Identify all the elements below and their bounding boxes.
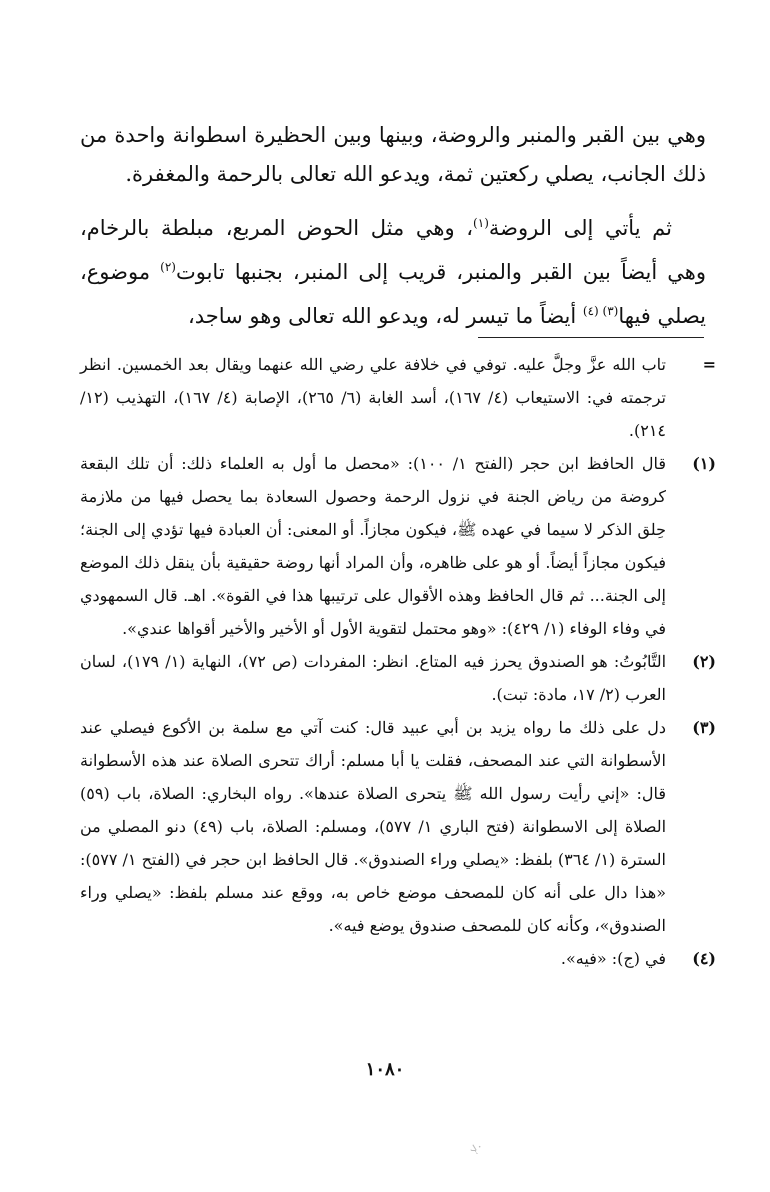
main-text [80, 116, 706, 336]
footnote-ref-3-4[interactable]: (٣) (٤) [582, 304, 619, 318]
footnotes [80, 348, 716, 975]
paragraph-2-middle: ، وهي مثل الحوض المربع، مبلطة بالرخام، وهي أيضاً بين القبر والمنبر، قريب إلى المنبر، بجنبها تابوت [80, 216, 706, 284]
footnote-continuation [80, 348, 716, 447]
footnote-3-number: (٣) [692, 718, 716, 737]
page-number: ١٠٨٠ [365, 1059, 405, 1080]
footnote-ref-1[interactable]: (١) [473, 216, 489, 230]
footnote-separator [478, 337, 704, 338]
footnote-3-text: دل على ذلك ما رواه يزيد بن أبي عبيد قال: كنت آتي مع سلمة بن الأكوع فيصلي عند الأسطوانة التي عند المصحف، فقلت يا أبا مسلم: أراك تتحرى الصلاة عند هذه الأسطوانة قال: «إني رأيت رسول الله ﷺ يتحرى الصلاة عندها». رواه البخاري: الصلاة، باب (٥٩) الصلاة إلى الاسطوانة (فتح الباري ١/ ٥٧٧)، ومسلم: الصلاة، باب (٤٩) دنو المصلي من السترة (١/ ٣٦٤) بلفظ: «يصلي وراء الصندوق». قال الحافظ ابن حجر في (الفتح ١/ ٥٧٧): «هذا دال على أنه كان للمصحف موضع خاص به، ووقع عند مسلم بلفظ: «يصلي وراء الصندوق»، وكأنه كان للمصحف صندوق يوضع فيه». [80, 718, 667, 935]
footnote-3 [80, 711, 716, 942]
main-paragraph-1-text: وهي بين القبر والمنبر والروضة، وبينها وبين الحظيرة اسطوانة واحدة من ذلك الجانب، يصلي ركعتين ثمة، ويدعو الله تعالى بالرحمة والمغفرة. [80, 123, 706, 186]
main-paragraph-2 [80, 204, 706, 336]
footnote-continuation-text: تاب الله عزَّ وجلَّ عليه. توفي في خلافة علي رضي الله عنهما ويقال بعد الخمسين. انظر ترجمته في: الاستيعاب (٤/ ١٦٧)، أسد الغابة (٦/ ٢٦٥)، الإصابة (٤/ ١٦٧)، التهذيب (١٢/ ٢١٤). [80, 355, 667, 440]
paragraph-2-middle-2: موضوع، يصلي فيها [80, 260, 706, 328]
footnote-1-number: (١) [692, 454, 716, 473]
footnote-4 [80, 942, 716, 975]
footnote-2 [80, 645, 716, 711]
paragraph-2-start: ثم يأتي إلى الروضة [488, 216, 673, 240]
footnote-4-text: في (ج): «فيه». [560, 949, 666, 968]
footnote-2-number: (٢) [692, 652, 716, 671]
paragraph-2-end: أيضاً ما تيسر له، ويدعو الله تعالى وهو ساجد، [187, 304, 583, 328]
main-paragraph-1 [80, 116, 706, 194]
footnote-4-number: (٤) [692, 949, 716, 968]
footnote-ref-2[interactable]: (٢) [160, 260, 176, 274]
footnote-2-text: التَّابُوتُ: هو الصندوق يحرز فيه المتاع. انظر: المفردات (ص ٧٢)، النهاية (١/ ١٧٩)، لسان العرب (٢/ ١٧، مادة: تبت). [80, 652, 667, 704]
continuation-marker: = [702, 355, 716, 374]
scan-mark: ·ܓ [470, 1140, 482, 1154]
footnote-1 [80, 447, 716, 645]
footnote-1-text: قال الحافظ ابن حجر (الفتح ١/ ١٠٠): «محصل ما أول به العلماء ذلك: أن تلك البقعة كروضة من رياض الجنة في نزول الرحمة وحصول السعادة بما يحصل فيها من ملازمة حِلق الذكر لا سيما في عهده ﷺ، فيكون مجازاً. أو المعنى: أن العبادة فيها تؤدي إلى الجنة؛ فيكون مجازاً أيضاً. أو هو على ظاهره، وأن المراد أنها روضة حقيقية بأن ينقل ذلك الموضع إلى الجنة... ثم قال الحافظ وهذه الأقوال على ترتيبها هذا في القوة». اهـ. قال السمهودي في وفاء الوفاء (١/ ٤٢٩): «وهو محتمل لتقوية الأول أو الأخير والأخير أقواها عندي». [80, 454, 667, 638]
